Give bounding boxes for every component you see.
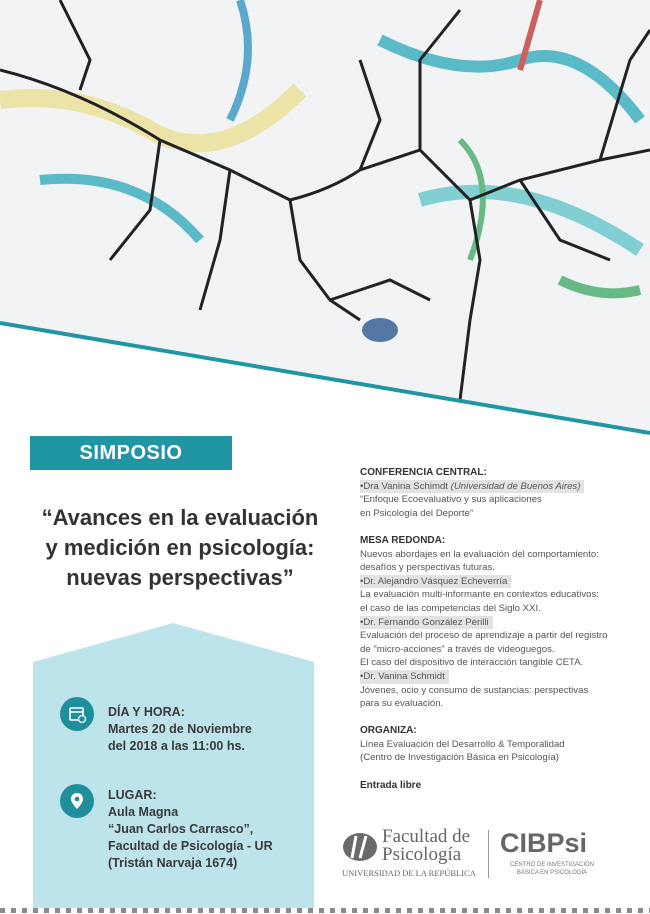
talk-line: Jóvenes, ocio y consumo de sustancias: perspectivas	[360, 684, 589, 696]
talk-line: el caso de las competencias del Siglo XXI.	[360, 602, 541, 614]
location-block	[108, 787, 273, 872]
speaker-name: •Dra Vanina Schimdt	[360, 480, 451, 492]
date-label: DÍA Y HORA:	[108, 705, 185, 719]
program-column	[360, 466, 645, 792]
conferencia-heading: CONFERENCIA CENTRAL:	[360, 467, 487, 478]
location-label: LUGAR:	[108, 788, 157, 802]
universidad-name: UNIVERSIDAD DE LA REPÚBLICA	[342, 868, 476, 878]
speaker-name: •Dr. Fernando González Perilli	[360, 616, 493, 630]
talk-line: La evaluación multi-informante en contextos educativos:	[360, 589, 599, 601]
cibpsi-logo: CIBPsi	[500, 828, 588, 858]
time-line: del 2018 a las 11:00 hs.	[108, 739, 245, 753]
talk-line: para su evaluación.	[360, 698, 444, 710]
keynote-speaker	[360, 480, 584, 494]
speaker-name: •Dr. Alejandro Vásquez Echeverría	[360, 575, 511, 589]
cibpsi-subtitle	[500, 861, 604, 877]
talk-line: de "micro-acciones" a través de videoguegos.	[360, 643, 555, 655]
mesa-heading: MESA REDONDA:	[360, 534, 446, 546]
date-time-block	[108, 704, 252, 755]
calendar-icon	[60, 697, 94, 731]
facultad-line: Facultad de	[382, 826, 471, 847]
organiza-line: Línea Evaluación del Desarrollo & Temporalidad	[360, 738, 565, 750]
simposio-badge: SIMPOSIO	[30, 436, 232, 470]
keynote-title: en Psicología del Deporte”	[360, 507, 474, 519]
title-line: “Avances en la evaluación	[41, 505, 319, 530]
title-line: nuevas perspectivas”	[66, 565, 294, 590]
speaker-name: •Dr. Vanina Schmidt	[360, 670, 449, 684]
keynote-title: “Enfoque Ecoevaluativo y sus aplicaciones	[360, 494, 542, 506]
location-line: Aula Magna	[108, 805, 179, 819]
location-line: “Juan Carlos Carrasco”,	[108, 822, 254, 836]
talk-line: El caso del dispositivo de interacción tangible CETA.	[360, 657, 584, 669]
logos	[340, 828, 640, 888]
organiza-line: (Centro de Investigación Básica en Psicología)	[360, 752, 559, 764]
facultad-logo-icon	[342, 832, 378, 862]
organiza-heading: ORGANIZA:	[360, 725, 417, 737]
cibpsi-sub-line: BÁSICA EN PSICOLOGÍA	[516, 870, 588, 876]
location-line: (Tristán Narvaja 1674)	[108, 856, 238, 870]
logo-divider	[488, 830, 489, 878]
talk-line: Evaluación del proceso de aprendizaje a partir del registro	[360, 630, 608, 642]
location-pin-icon	[60, 784, 94, 818]
facultad-line: Psicología	[382, 844, 462, 865]
cibpsi-sub-line: CENTRO DE INVESTIGACIÓN	[509, 862, 594, 868]
entrada-libre: Entrada libre	[360, 779, 422, 791]
location-line: Facultad de Psicología - UR	[108, 839, 273, 853]
title-line: y medición en psicología:	[45, 535, 315, 560]
facultad-name	[382, 828, 470, 864]
date-line: Martes 20 de Noviembre	[108, 722, 252, 736]
dotted-border	[0, 908, 650, 913]
mesa-intro: desafíos y perspectivas futuras.	[360, 562, 495, 574]
mesa-intro: Nuevos abordajes en la evaluación del comportamiento:	[360, 548, 599, 560]
speaker-affiliation: (Universidad de Buenos Aires)	[450, 480, 581, 492]
